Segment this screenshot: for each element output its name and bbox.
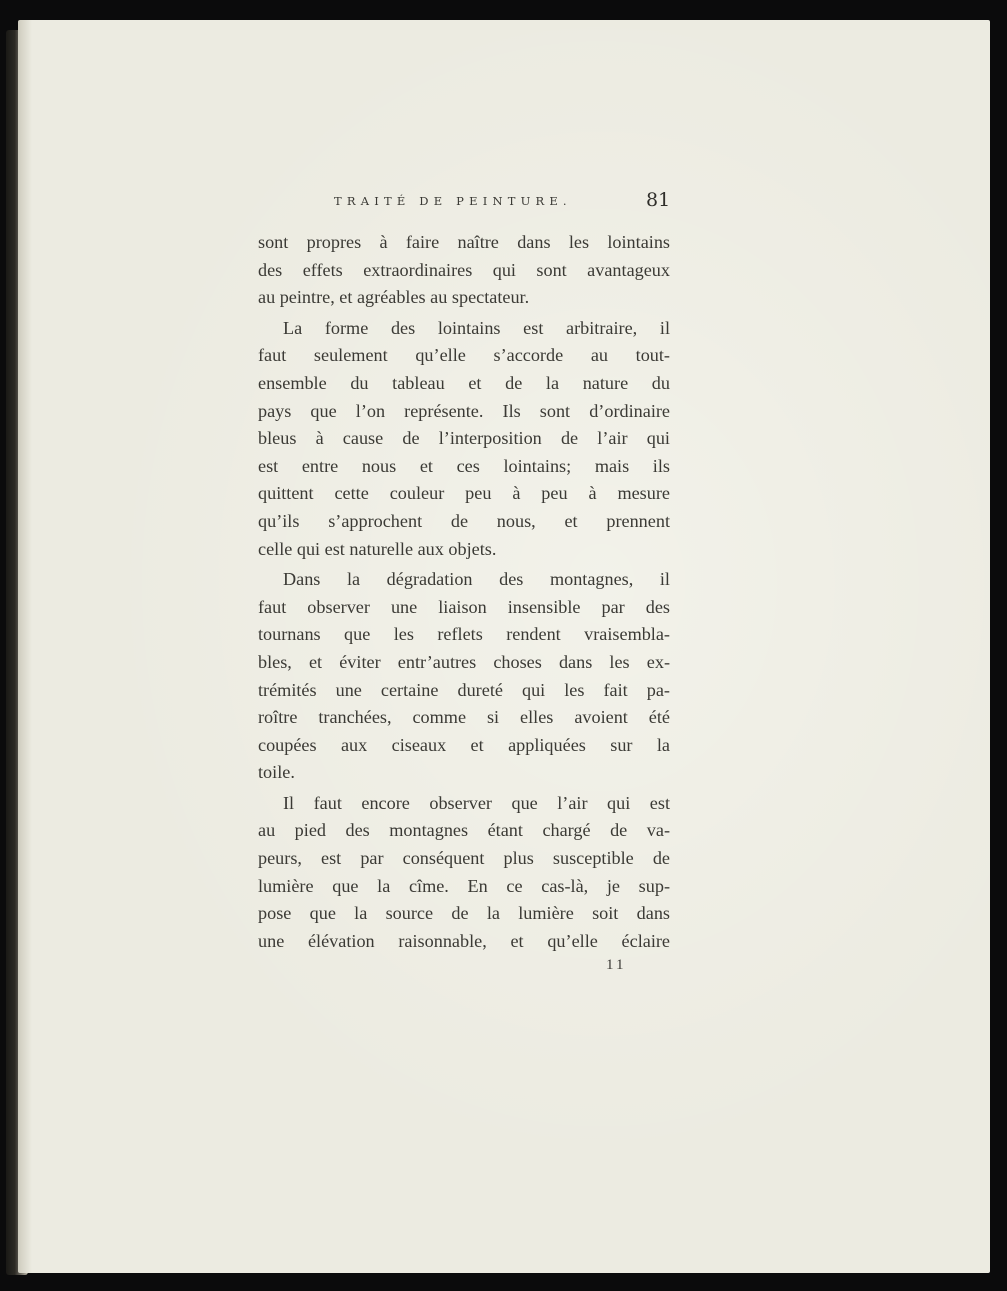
text-line: bles, et éviter entr’autres choses dans les ex-: [258, 651, 670, 672]
text-line: faut observer une liaison insensible par des: [258, 596, 670, 617]
text-line: peurs, est par conséquent plus susceptible de: [258, 848, 670, 869]
text-line: lumière que la cîme. En ce cas-là, je sup-: [258, 875, 670, 896]
running-head: [334, 189, 674, 213]
paragraph-4: [258, 790, 670, 956]
text-line: quittent cette couleur peu à peu à mesure: [258, 483, 670, 504]
text-line: pose que la source de la lumière soit dans: [258, 903, 670, 924]
text-line: trémités une certaine dureté qui les fait pa-: [258, 679, 670, 700]
text-line: celle qui est naturelle aux objets.: [258, 538, 497, 559]
text-line: sont propres à faire naître dans les lointains: [258, 232, 670, 252]
text-line: faut seulement qu’elle s’accorde au tout-: [258, 345, 670, 366]
paragraph-3: [258, 566, 670, 787]
text-line: ensemble du tableau et de la nature du: [258, 372, 670, 393]
text-line: Dans la dégradation des montagnes, il: [283, 569, 670, 590]
running-title: TRAITÉ DE PEINTURE.: [334, 194, 572, 208]
text-line: pays que l’on représente. Ils sont d’ordinaire: [258, 400, 670, 421]
text-line: roître tranchées, comme si elles avoient été: [258, 707, 670, 728]
text-line: qu’ils s’approchent de nous, et prennent: [258, 510, 670, 531]
paragraph-1: [258, 229, 670, 312]
text-line: Il faut encore observer que l’air qui est: [283, 792, 670, 813]
text-line: bleus à cause de l’interposition de l’air qui: [258, 428, 670, 449]
text-line: tournans que les reflets rendent vraisembla-: [258, 624, 670, 645]
text-line: coupées aux ciseaux et appliquées sur la: [258, 734, 670, 755]
text-line: des effets extraordinaires qui sont avantageux: [258, 259, 670, 280]
page-number: 81: [646, 189, 671, 211]
body-text: [258, 229, 670, 955]
text-line: La forme des lointains est arbitraire, il: [283, 317, 670, 338]
text-line: toile.: [258, 762, 295, 783]
text-line: une élévation raisonnable, et qu’elle éclaire: [258, 930, 670, 951]
text-line: au peintre, et agréables au spectateur.: [258, 287, 530, 308]
text-line: est entre nous et ces lointains; mais ils: [258, 455, 670, 476]
signature-mark: 11: [606, 957, 627, 973]
text-line: au pied des montagnes étant chargé de va-: [258, 820, 670, 841]
paragraph-2: [258, 315, 670, 563]
